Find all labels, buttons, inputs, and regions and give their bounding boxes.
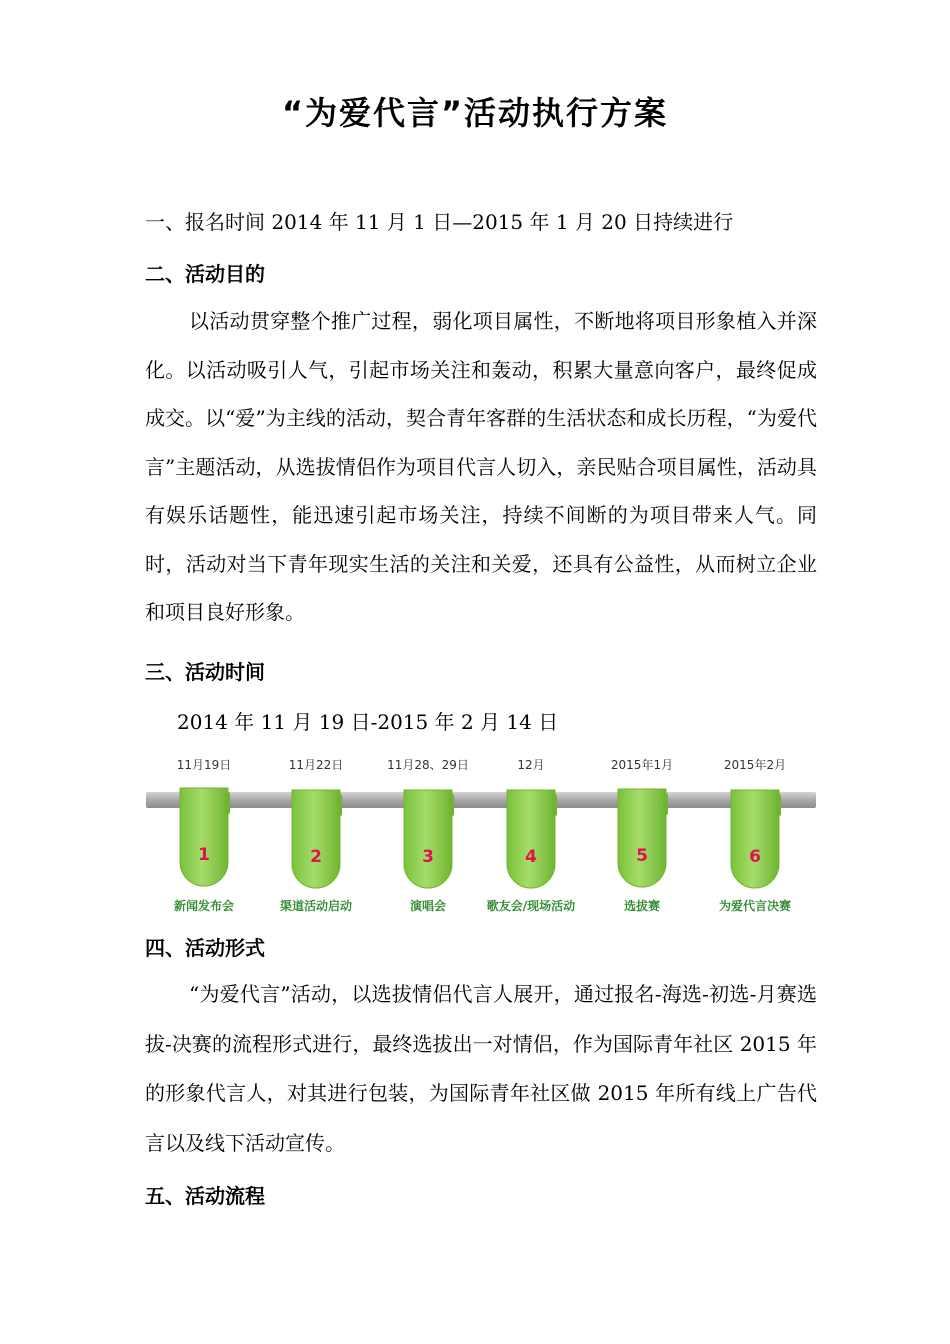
timeline-step-label: 歌友会/现场活动	[486, 899, 576, 913]
timeline-step-tab	[731, 790, 779, 888]
document-title: “为爱代言”活动执行方案	[281, 94, 669, 132]
timeline-step-tab-fold	[776, 794, 781, 816]
timeline-step-tab-fold	[449, 794, 454, 816]
timeline-step	[387, 758, 469, 913]
timeline-step-tab-fold	[552, 794, 557, 816]
registration-period: 一、报名时间 2014 年 11 月 1 日—2015 年 1 月 20 日持续进行	[145, 210, 734, 234]
timeline-step-number: 5	[636, 846, 648, 866]
timeline-step-number: 6	[749, 847, 761, 867]
timeline-step-label: 新闻发布会	[173, 899, 235, 913]
section-heading-process: 五、活动流程	[145, 1184, 265, 1208]
timeline-step-date: 11月19日	[176, 758, 232, 772]
timeline-step-tab	[292, 790, 340, 888]
timeline-step-date: 11月28、29日	[387, 758, 469, 772]
timeline-step-number: 4	[525, 847, 537, 867]
timeline-step-tab	[618, 789, 666, 887]
timeline-step-tab-fold	[337, 794, 342, 816]
timeline-step-label: 演唱会	[409, 899, 447, 913]
timeline-bar	[146, 792, 816, 808]
timeline-step	[487, 758, 575, 913]
timeline-step-label: 为爱代言决赛	[718, 899, 792, 913]
timeline-step	[280, 758, 352, 913]
timeline-step-tab	[507, 790, 555, 888]
timeline-step-label: 选拔赛	[623, 899, 661, 913]
purpose-paragraph: 以活动贯穿整个推广过程，弱化项目属性，不断地将项目形象植入并深化。以活动吸引人气，引起市场关注和轰动，积累大量意向客户，最终促成成交。以“爱”为主线的活动，契合青年客群的生活状态和成长历程，“为爱代言”主题活动，从选拔情侣作为项目代言人切入，亲民贴合项目属性，活动具有娱乐话题性，能迅速引起市场关注，持续不间断的为项目带来人气。同时，活动对当下青年现实生活的关注和关爱，还具有公益性，从而树立企业和项目良好形象。	[145, 309, 817, 624]
timeline-step-date: 2015年1月	[610, 758, 674, 772]
timeline-step-number: 1	[198, 845, 210, 865]
timeline-step-date: 11月22日	[288, 758, 344, 772]
timeline-step-date: 12月	[517, 758, 545, 772]
timeline-step	[174, 758, 234, 913]
timeline-step-tab-fold	[663, 793, 668, 815]
timeline-step	[719, 757, 791, 913]
section-heading-time: 三、活动时间	[145, 660, 265, 684]
timeline-step-tab	[404, 790, 452, 888]
activity-dates: 2014 年 11 月 19 日-2015 年 2 月 14 日	[177, 710, 559, 734]
timeline-step-number: 3	[422, 847, 434, 867]
timeline-step-date: 2015年2月	[723, 758, 787, 772]
timeline-step-tab-fold	[225, 792, 230, 814]
section-heading-purpose: 二、活动目的	[145, 262, 265, 286]
timeline-step-tab	[180, 788, 228, 886]
timeline-graphic	[140, 750, 820, 920]
format-paragraph: “为爱代言”活动，以选拔情侣代言人展开，通过报名-海选-初选-月赛选拔-决赛的流程形式进行，最终选拔出一对情侣，作为国际青年社区 2015 年的形象代言人，对其进行包装，为国际青年社区做 2015 年所有线上广告代言以及线下活动宣传。	[145, 982, 817, 1155]
activity-timeline	[140, 750, 820, 920]
timeline-step-label: 渠道活动启动	[279, 899, 353, 913]
section-heading-format: 四、活动形式	[145, 936, 265, 960]
timeline-step-number: 2	[310, 847, 322, 867]
timeline-step	[611, 757, 673, 913]
